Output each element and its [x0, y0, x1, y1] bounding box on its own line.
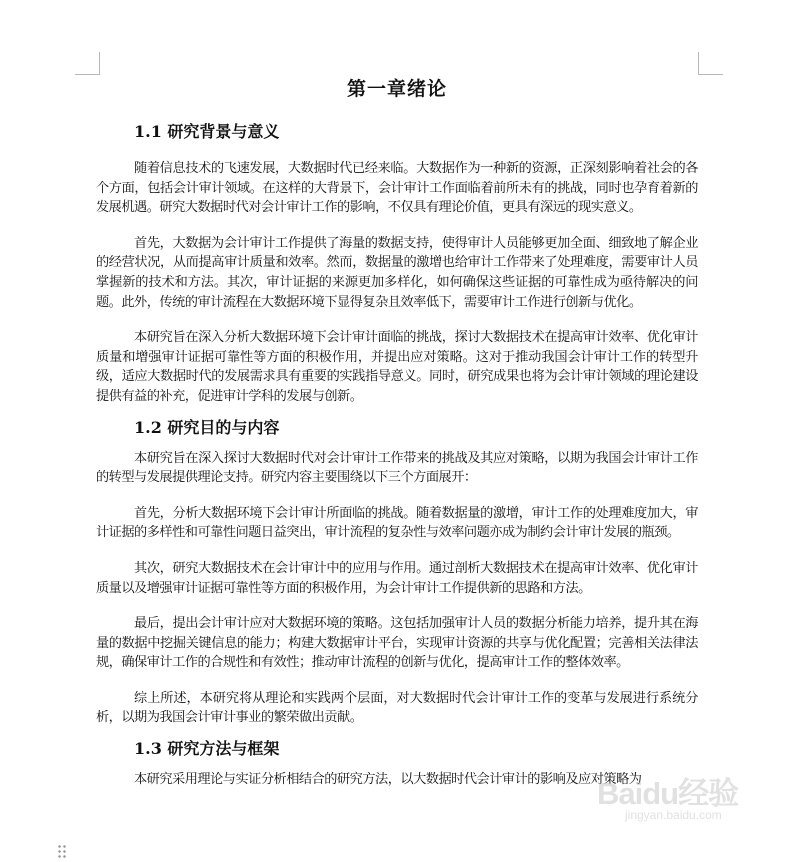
- paragraph: 首先，大数据为会计审计工作提供了海量的数据支持，使得审计人员能够更加全面、细致地了解企业的经营状况，从而提高审计质量和效率。然而，数据量的激增也给审计工作带来了处理难度，需要审计人员掌握新的技术和方法。其次，审计证据的来源更加多样化，如何确保这些证据的可靠性成为亟待解决的问题。此外，传统的审计流程在大数据环境下显得复杂且效率低下，需要审计工作进行创新与优化。: [96, 235, 698, 310]
- watermark-brand: Baidu经验: [597, 776, 739, 811]
- page-corner-mark-top-right: [698, 52, 723, 75]
- document-body[interactable]: [96, 70, 698, 790]
- paragraph: 首先，分析大数据环境下会计审计所面临的挑战。随着数据量的激增，审计工作的处理难度加大，审计证据的多样性和可靠性问题日益突出，审计流程的复杂性与效率问题亦成为制约会计审计发展的瓶颈。: [96, 505, 698, 541]
- section-heading-1-1: 1.1 研究背景与意义: [134, 122, 280, 141]
- paragraph: 随着信息技术的飞速发展，大数据时代已经来临。大数据作为一种新的资源，正深刻影响着社会的各个方面，包括会计审计领域。在这样的大背景下，会计审计工作面临着前所未有的挑战，同时也孕育着新的发展机遇。研究大数据时代对会计审计工作的影响，不仅具有理论价值，更具有深远的现实意义。: [96, 161, 698, 216]
- section-heading-1-3: 1.3 研究方法与框架: [134, 739, 280, 759]
- watermark-url: jingyan.baidu.com: [625, 808, 722, 822]
- paragraph: 最后，提出会计审计应对大数据环境的策略。这包括加强审计人员的数据分析能力培养，提升其在海量的数据中挖掘关键信息的能力；构建大数据审计平台，实现审计资源的共享与优化配置；完善相关法律法规，确保审计工作的合规性和有效性；推动审计流程的创新与优化，提高审计工作的整体效率。: [96, 616, 698, 671]
- paragraph: 本研究旨在深入探讨大数据时代对会计审计工作带来的挑战及其应对策略，以期为我国会计审计工作的转型与发展提供理论支持。研究内容主要围绕以下三个方面展开：: [96, 450, 698, 486]
- paragraph: 综上所述，本研究将从理论和实践两个层面，对大数据时代会计审计工作的变革与发展进行系统分析，以期为我国会计审计事业的繁荣做出贡献。: [96, 690, 698, 726]
- paragraph: 本研究旨在深入分析大数据环境下会计审计面临的挑战，探讨大数据技术在提高审计效率、优化审计质量和增强审计证据可靠性等方面的积极作用，并提出应对策略。这对于推动我国会计审计工作的转型升级，适应大数据时代的发展需求具有重要的实践指导意义。同时，研究成果也将为会计审计领域的理论建设提供有益的补充，促进审计学科的发展与创新。: [96, 330, 698, 404]
- baidu-jingyan-watermark: [597, 768, 762, 828]
- drag-handle-icon[interactable]: [57, 844, 67, 860]
- paragraph: 本研究采用理论与实证分析相结合的研究方法，以大数据时代会计审计的影响及应对策略为: [134, 772, 642, 788]
- paragraph: 其次，研究大数据技术在会计审计中的应用与作用。通过剖析大数据技术在提高审计效率、优化审计质量以及增强审计证据可靠性等方面的积极作用，为会计审计工作提供新的思路和方法。: [96, 560, 698, 596]
- section-heading-1-2: 1.2 研究目的与内容: [134, 417, 280, 437]
- chapter-title: 第一章绪论: [346, 78, 447, 100]
